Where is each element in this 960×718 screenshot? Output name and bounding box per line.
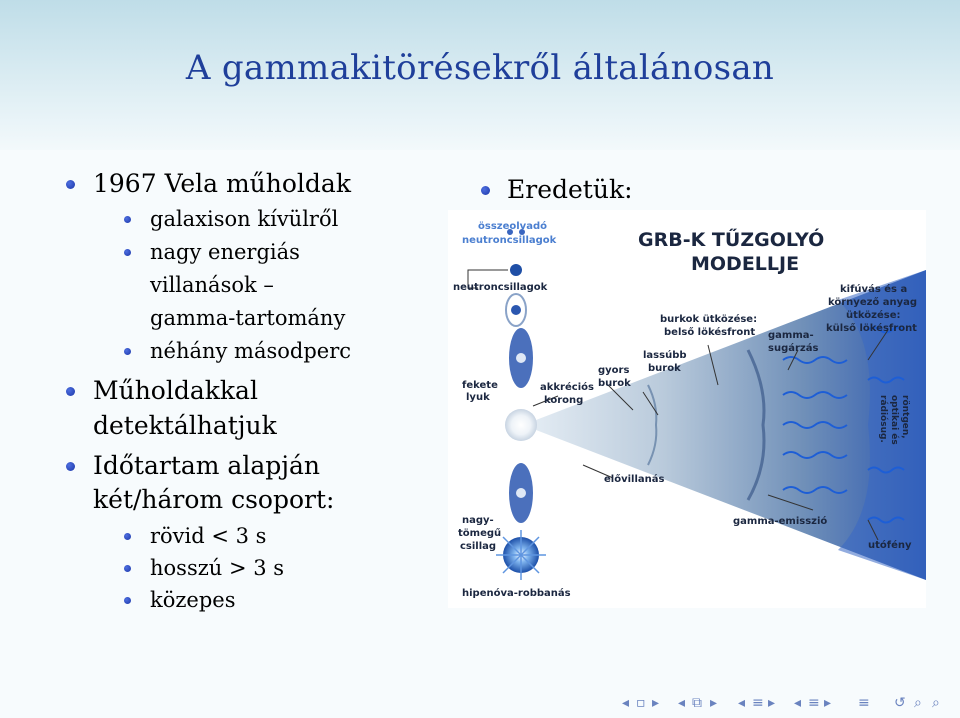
bullet-icon [66, 180, 75, 189]
neutron-star-a [510, 264, 522, 276]
label-gamma-1: gamma- [768, 330, 814, 341]
label-neutron: neutroncsillagok [453, 282, 548, 293]
label-massive-2: tömegű [458, 528, 502, 539]
label-outer-1: kifúvás és a [840, 284, 908, 295]
bullet-duration: Időtartam alapján [93, 451, 321, 480]
nav-slide-icon[interactable]: ≡ [858, 695, 870, 711]
bullet-vela: 1967 Vela műholdak [93, 169, 351, 198]
label-gamma-emission: gamma-emisszió [733, 516, 828, 527]
nav-right-arrow-icon[interactable]: ▸ [824, 695, 832, 711]
label-outer-4: külső lökésfront [826, 323, 917, 334]
nav-right-arrow-icon[interactable]: ▸ [768, 695, 776, 711]
label-blackhole-1: fekete [462, 380, 498, 391]
label-massive-1: nagy- [462, 515, 494, 526]
label-merging: összeolvadó [478, 221, 547, 232]
label-xray-3: rádiósug. [878, 395, 888, 443]
label-slow-2: burok [648, 363, 681, 374]
sub-bullet-icon [124, 249, 131, 256]
label-outer-2: környező anyag [828, 297, 918, 308]
sub-medium: közepes [150, 588, 236, 612]
nav-search-icon[interactable]: ⌕ [932, 695, 940, 711]
label-xray-1: röntgen, [900, 395, 910, 439]
label-gamma-2: sugárzás [768, 343, 819, 354]
origin-heading: Eredetük: [507, 175, 633, 204]
label-slow-1: lassúbb [643, 350, 687, 361]
sub-short: rövid < 3 s [150, 524, 267, 548]
bullet-duration-2: két/három csoport: [93, 485, 335, 514]
bullet-satellites: Műholdakkal [93, 376, 258, 405]
bullet-icon [481, 186, 490, 195]
nav-section-icon[interactable]: ≡ [752, 695, 764, 711]
sub-bullet-icon [124, 533, 131, 540]
label-disk-2: korong [544, 395, 584, 406]
bullet-icon [66, 462, 75, 471]
label-afterglow: utófény [868, 540, 912, 551]
bullet-icon [66, 387, 75, 396]
beamer-navigation [622, 694, 952, 712]
nav-back-icon[interactable]: ↺ [894, 695, 906, 711]
slide-title: A gammakitörésekről általánosan [185, 48, 775, 88]
label-precursor: elővillanás [604, 474, 665, 485]
label-inner-1: burkok ütközése: [660, 314, 758, 325]
label-outer-3: ütközése: [846, 310, 901, 321]
sub-flashes: villanások – [150, 273, 274, 297]
sub-seconds: néhány másodperc [150, 339, 352, 363]
black-hole-glow [505, 409, 537, 441]
figure-title-1: GRB-K TŰZGOLYÓ [638, 229, 825, 251]
nav-subsection-icon[interactable]: ⧉ [692, 695, 702, 711]
label-massive-3: csillag [460, 541, 497, 552]
bullet-satellites-2: detektálhatjuk [93, 411, 277, 440]
sub-gamma-range: gamma-tartomány [150, 306, 346, 330]
label-inner-2: belső lökésfront [664, 327, 756, 338]
label-disk-1: akkréciós [540, 382, 594, 393]
sub-bullet-icon [124, 597, 131, 604]
nav-left-arrow-icon[interactable]: ◂ [622, 695, 630, 711]
nav-left-arrow-icon[interactable]: ◂ [678, 695, 686, 711]
nav-left-arrow-icon[interactable]: ◂ [738, 695, 746, 711]
label-hypernova: hipenóva-robbanás [462, 588, 571, 599]
grb-fireball-diagram [448, 210, 926, 608]
nav-search-icon[interactable]: ⌕ [914, 695, 922, 711]
label-fast-1: gyors [598, 365, 630, 376]
sub-bullet-icon [124, 565, 131, 572]
nav-left-arrow-icon[interactable]: ◂ [794, 695, 802, 711]
label-xray-2: optikai és [889, 395, 899, 445]
figure-title-2: MODELLJE [691, 253, 800, 275]
sub-energy: nagy energiás [150, 240, 300, 264]
label-blackhole-2: lyuk [466, 392, 490, 403]
nav-section-icon[interactable]: ≡ [808, 695, 820, 711]
sub-bullet-icon [124, 216, 131, 223]
nav-right-arrow-icon[interactable]: ▸ [710, 695, 718, 711]
nav-frame-icon[interactable]: ▫ [636, 695, 646, 711]
nav-right-arrow-icon[interactable]: ▸ [652, 695, 660, 711]
sub-long: hosszú > 3 s [150, 556, 285, 580]
label-fast-2: burok [598, 378, 631, 389]
sub-galaxy: galaxison kívülről [150, 207, 339, 231]
label-merging-2: neutroncsillagok [462, 235, 557, 246]
sub-bullet-icon [124, 348, 131, 355]
